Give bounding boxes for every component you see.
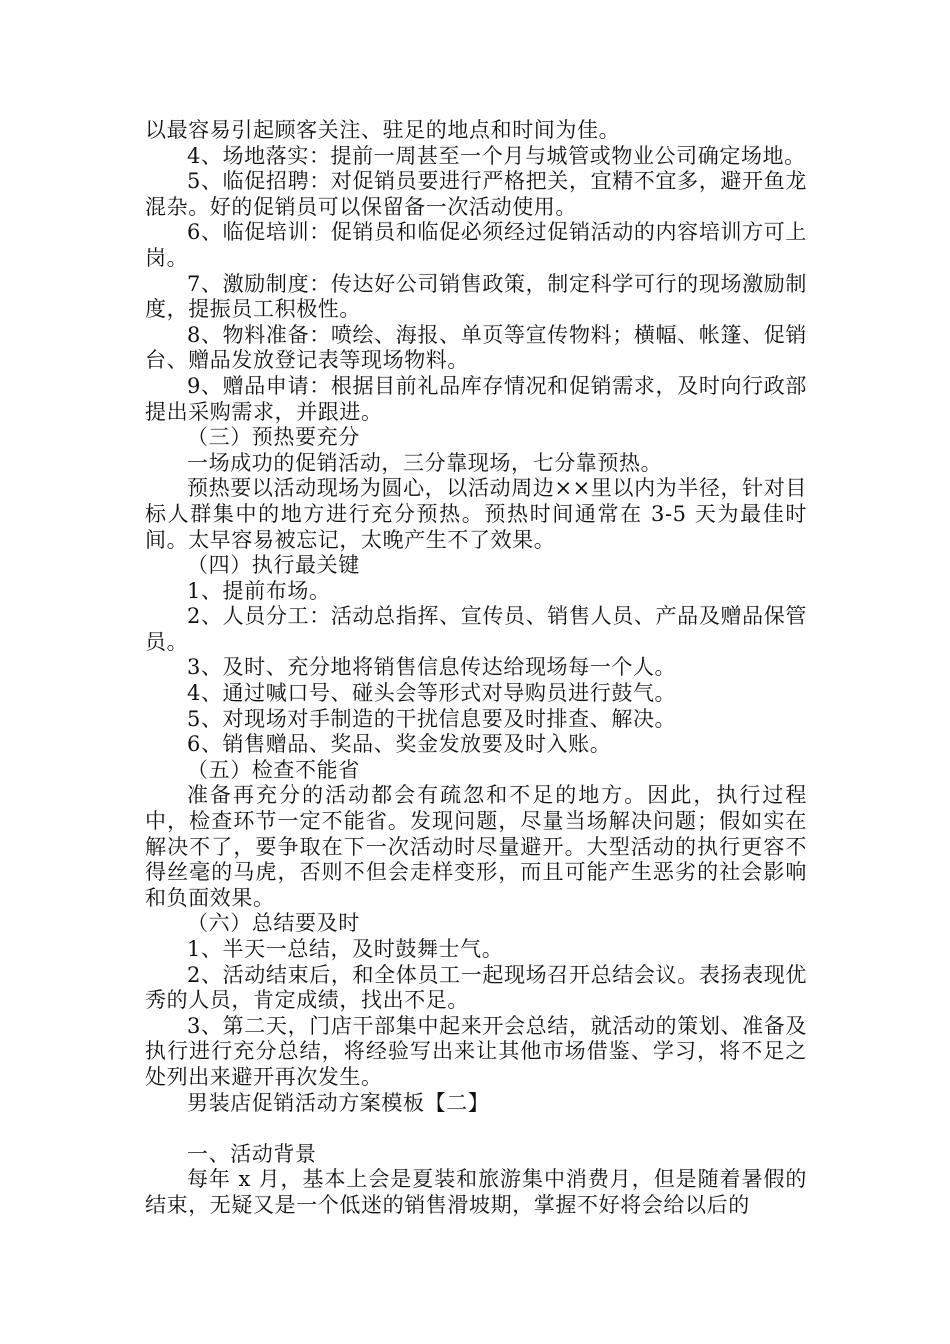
paragraph: 4、通过喊口号、碰头会等形式对导购员进行鼓气。 <box>187 681 677 706</box>
paragraph: 5、对现场对手制造的干扰信息要及时排查、解决。 <box>187 706 677 731</box>
paragraph: 2、人员分工：活动总指挥、宣传员、销售人员、产品及赠品保管员。 <box>145 604 807 654</box>
paragraph: 以最容易引起顾客关注、驻足的地点和时间为佳。 <box>145 118 621 142</box>
paragraph: 5、临促招聘：对促销员要进行严格把关，宜精不宜多，避开鱼龙混杂。好的促销员可以保留备一次活动使用。 <box>145 169 807 219</box>
paragraph: 预热要以活动现场为圆心，以活动周边××里以内为半径，针对目标人群集中的地方进行充分预热。预热时间通常在 3-5 天为最佳时间。太早容易被忘记，太晚产生不了效果。 <box>145 476 807 552</box>
paragraph: （五）检查不能省 <box>187 757 360 782</box>
paragraph: 男装店促销活动方案模板【二】 <box>187 1090 490 1115</box>
paragraph: 准备再充分的活动都会有疏忽和不足的地方。因此，执行过程中，检查环节一定不能省。发现问题，尽量当场解决问题；假如实在解决不了，要争取在下一次活动时尽量避开。大型活动的执行更容不得丝毫的马虎，否则不但会走样变形，而且可能产生恶劣的社会影响和负面效果。 <box>145 783 807 910</box>
paragraph: 6、销售赠品、奖品、奖金发放要及时入账。 <box>187 732 612 757</box>
blank-line <box>145 1116 807 1142</box>
paragraph: 3、第二天，门店干部集中起来开会总结，就活动的策划、准备及执行进行充分总结，将经验写出来让其他市场借鉴、学习，将不足之处列出来避开再次发生。 <box>145 1013 807 1089</box>
paragraph: （六）总结要及时 <box>187 911 360 936</box>
paragraph: 一、活动背景 <box>187 1141 317 1166</box>
paragraph: 4、场地落实：提前一周甚至一个月与城管或物业公司确定场地。 <box>187 143 806 168</box>
paragraph: 1、半天一总结，及时鼓舞士气。 <box>187 937 504 961</box>
paragraph: （四）执行最关键 <box>187 553 360 578</box>
paragraph: 9、赠品申请：根据目前礼品库存情况和促销需求，及时向行政部提出采购需求，并跟进。 <box>145 373 807 424</box>
paragraph: 3、及时、充分地将销售信息传达给现场每一个人。 <box>187 655 677 680</box>
paragraph: 7、激励制度：传达好公司销售政策，制定科学可行的现场激励制度，提振员工积极性。 <box>145 271 807 322</box>
paragraph: 一场成功的促销活动，三分靠现场，七分靠预热。 <box>187 450 663 475</box>
paragraph: 8、物料准备：喷绘、海报、单页等宣传物料；横幅、帐篷、促销台、赠品发放登记表等现场物料。 <box>145 322 807 373</box>
paragraph: 每年 x 月，基本上会是夏装和旅游集中消费月，但是随着暑假的结束，无疑又是一个低迷的销售滑坡期，掌握不好将会给以后的 <box>145 1167 807 1217</box>
paragraph: 2、活动结束后，和全体员工一起现场召开总结会议。表扬表现优秀的人员，肯定成绩，找出不足。 <box>145 962 807 1013</box>
paragraph: 1、提前布场。 <box>187 578 331 603</box>
paragraph: 6、临促培训：促销员和临促必须经过促销活动的内容培训方可上岗。 <box>145 220 807 270</box>
paragraph: （三）预热要充分 <box>187 425 360 450</box>
document-body <box>145 118 807 1219</box>
